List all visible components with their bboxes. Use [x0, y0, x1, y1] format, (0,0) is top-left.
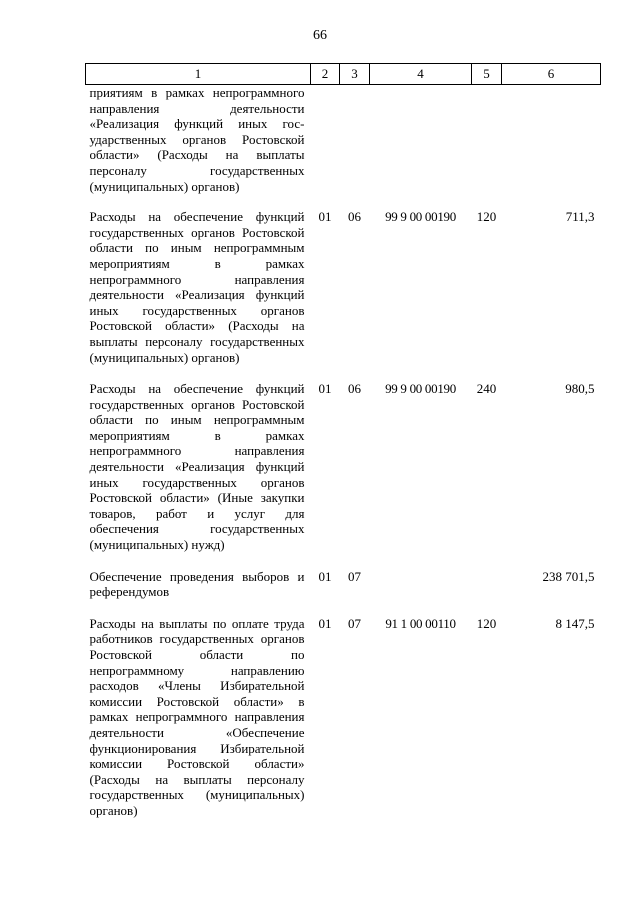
row-target-article — [370, 85, 472, 206]
row-expense-type: 120 — [476, 209, 497, 225]
row-target-article: 99 9 00 00190 — [385, 381, 456, 397]
column-header-target-article: 4 — [370, 64, 472, 85]
row-amount: 238 701,5 — [542, 568, 595, 584]
row-target-article: 91 1 00 00110 — [385, 615, 456, 631]
row-subsection — [340, 85, 370, 206]
table-row — [86, 612, 601, 831]
row-description: Расходы на выплаты по оплате труда работников государственных органов Ростовской области по непрограммному направлению расходов «Члены Избирательной комиссии Ростовской области» в рамках непрограммного направления деятельности «Обеспечение функционирования Избирательной комиссии Ростовской области» (Расходы на выплаты персоналу государственных (муниципальных) органов) — [89, 615, 305, 818]
row-amount — [502, 85, 601, 206]
row-description: Обеспечение проведения выборов и референдумов — [89, 568, 305, 600]
row-amount: 711,3 — [565, 209, 595, 225]
row-subsection: 07 — [348, 615, 361, 631]
table-row — [86, 377, 601, 565]
column-header-amount: 6 — [502, 64, 601, 85]
column-header-expense-type: 5 — [472, 64, 502, 85]
table-row — [86, 85, 601, 206]
row-subsection: 06 — [348, 381, 361, 397]
table-row — [86, 205, 601, 377]
row-target-article: 99 9 00 00190 — [385, 209, 456, 225]
row-expense-type: 120 — [476, 615, 497, 631]
column-header-section: 2 — [311, 64, 340, 85]
row-section: 01 — [318, 381, 332, 397]
row-expense-type: 240 — [476, 381, 497, 397]
row-expense-type — [472, 85, 502, 206]
table-header-row — [86, 64, 601, 85]
budget-table — [85, 63, 601, 831]
row-description: приятиям в рамках непрограммного направления деятельности «Реализация функций иных государственных органов Ростовской области» (Расходы на выплаты персоналу государственных (муниципальных) органов) — [89, 85, 305, 194]
row-amount: 980,5 — [565, 381, 595, 397]
column-header-description: 1 — [86, 64, 311, 85]
row-description: Расходы на обеспечение функций государственных органов Ростовской области по иным непрограммным мероприятиям в рамках непрограммного направления деятельности «Реализация функций иных государственных органов Ростовской области» (Расходы на выплаты персоналу государственных (муниципальных) органов) — [89, 209, 305, 365]
column-header-subsection: 3 — [340, 64, 370, 85]
row-section — [311, 85, 340, 206]
row-expense-type — [472, 565, 502, 612]
row-subsection: 07 — [348, 568, 361, 584]
row-target-article — [370, 565, 472, 612]
page-number: 66 — [313, 28, 327, 43]
table-row — [86, 565, 601, 612]
row-section: 01 — [318, 568, 332, 584]
row-description: Расходы на обеспечение функций государственных органов Ростовской области по иным непрограммным мероприятиям в рамках непрограммного направления деятельности «Реализация функций иных государственных органов Ростовской области» (Иные закупки товаров, работ и услуг для обеспечения государственных (муниципальных) нужд) — [89, 381, 305, 553]
row-section: 01 — [318, 209, 332, 225]
row-amount: 8 147,5 — [555, 615, 595, 631]
row-section: 01 — [318, 615, 332, 631]
row-subsection: 06 — [348, 209, 361, 225]
